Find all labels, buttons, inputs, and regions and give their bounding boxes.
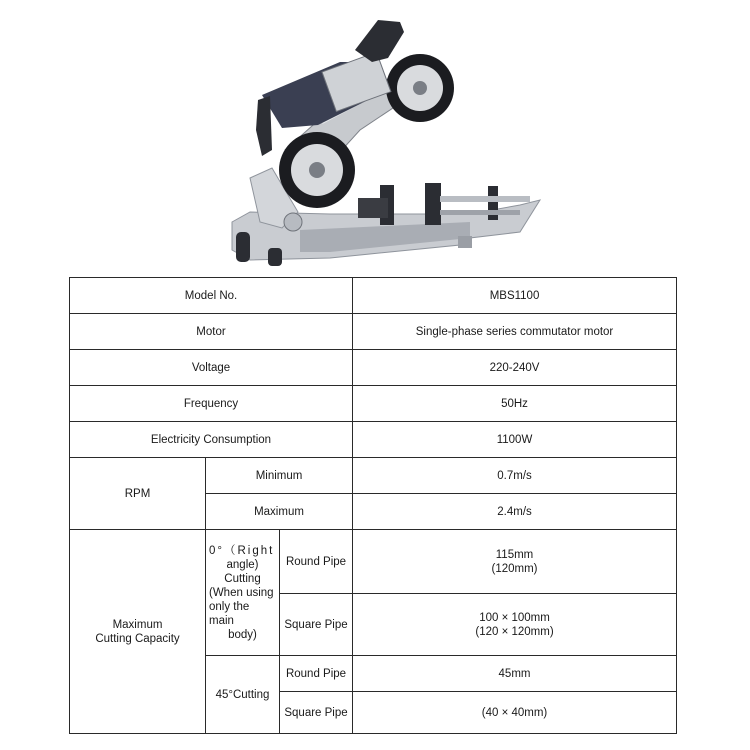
square-pipe-label: Square Pipe <box>280 692 353 734</box>
rpm-min-value: 0.7m/s <box>353 458 677 494</box>
angle-0-label <box>206 530 280 656</box>
square-pipe-label: Square Pipe <box>280 594 353 656</box>
angle-0-line: (When using <box>209 586 274 599</box>
model-label: Model No. <box>70 278 353 314</box>
table-row <box>70 458 677 494</box>
band-saw-image <box>0 0 750 275</box>
a0-square-value <box>353 594 677 656</box>
model-value: MBS1100 <box>353 278 677 314</box>
value-line: 100 × 100mm <box>479 611 550 624</box>
voltage-label: Voltage <box>70 350 353 386</box>
angle-0-line: 0°（Right <box>209 544 275 557</box>
round-pipe-label: Round Pipe <box>280 656 353 692</box>
round-pipe-label: Round Pipe <box>280 530 353 594</box>
motor-value: Single-phase series commutator motor <box>353 314 677 350</box>
voltage-value: 220-240V <box>353 350 677 386</box>
table-row <box>70 422 677 458</box>
a45-square-value: (40 × 40mm) <box>353 692 677 734</box>
value-line: 115mm <box>495 548 534 561</box>
a0-round-value <box>353 530 677 594</box>
table-row <box>70 278 677 314</box>
capacity-label-line: Cutting Capacity <box>95 632 180 645</box>
consumption-value: 1100W <box>353 422 677 458</box>
rpm-max-value: 2.4m/s <box>353 494 677 530</box>
angle-0-line: only the main <box>209 600 250 627</box>
motor-label: Motor <box>70 314 353 350</box>
table-row <box>70 350 677 386</box>
rpm-max-label: Maximum <box>206 494 353 530</box>
rpm-label: RPM <box>70 458 206 530</box>
consumption-label: Electricity Consumption <box>70 422 353 458</box>
angle-0-line: angle) <box>226 558 259 571</box>
spec-table <box>69 277 677 734</box>
rpm-min-label: Minimum <box>206 458 353 494</box>
value-line: (120mm) <box>491 562 538 575</box>
angle-0-line: body) <box>228 628 257 641</box>
value-line: (120 × 120mm) <box>475 625 554 638</box>
angle-45-label: 45°Cutting <box>206 656 280 734</box>
capacity-label <box>70 530 206 734</box>
frequency-label: Frequency <box>70 386 353 422</box>
capacity-label-line: Maximum <box>112 618 163 631</box>
frequency-value: 50Hz <box>353 386 677 422</box>
a45-round-value: 45mm <box>353 656 677 692</box>
angle-0-line: Cutting <box>224 572 261 585</box>
table-row <box>70 386 677 422</box>
table-row <box>70 314 677 350</box>
table-row <box>70 530 677 594</box>
